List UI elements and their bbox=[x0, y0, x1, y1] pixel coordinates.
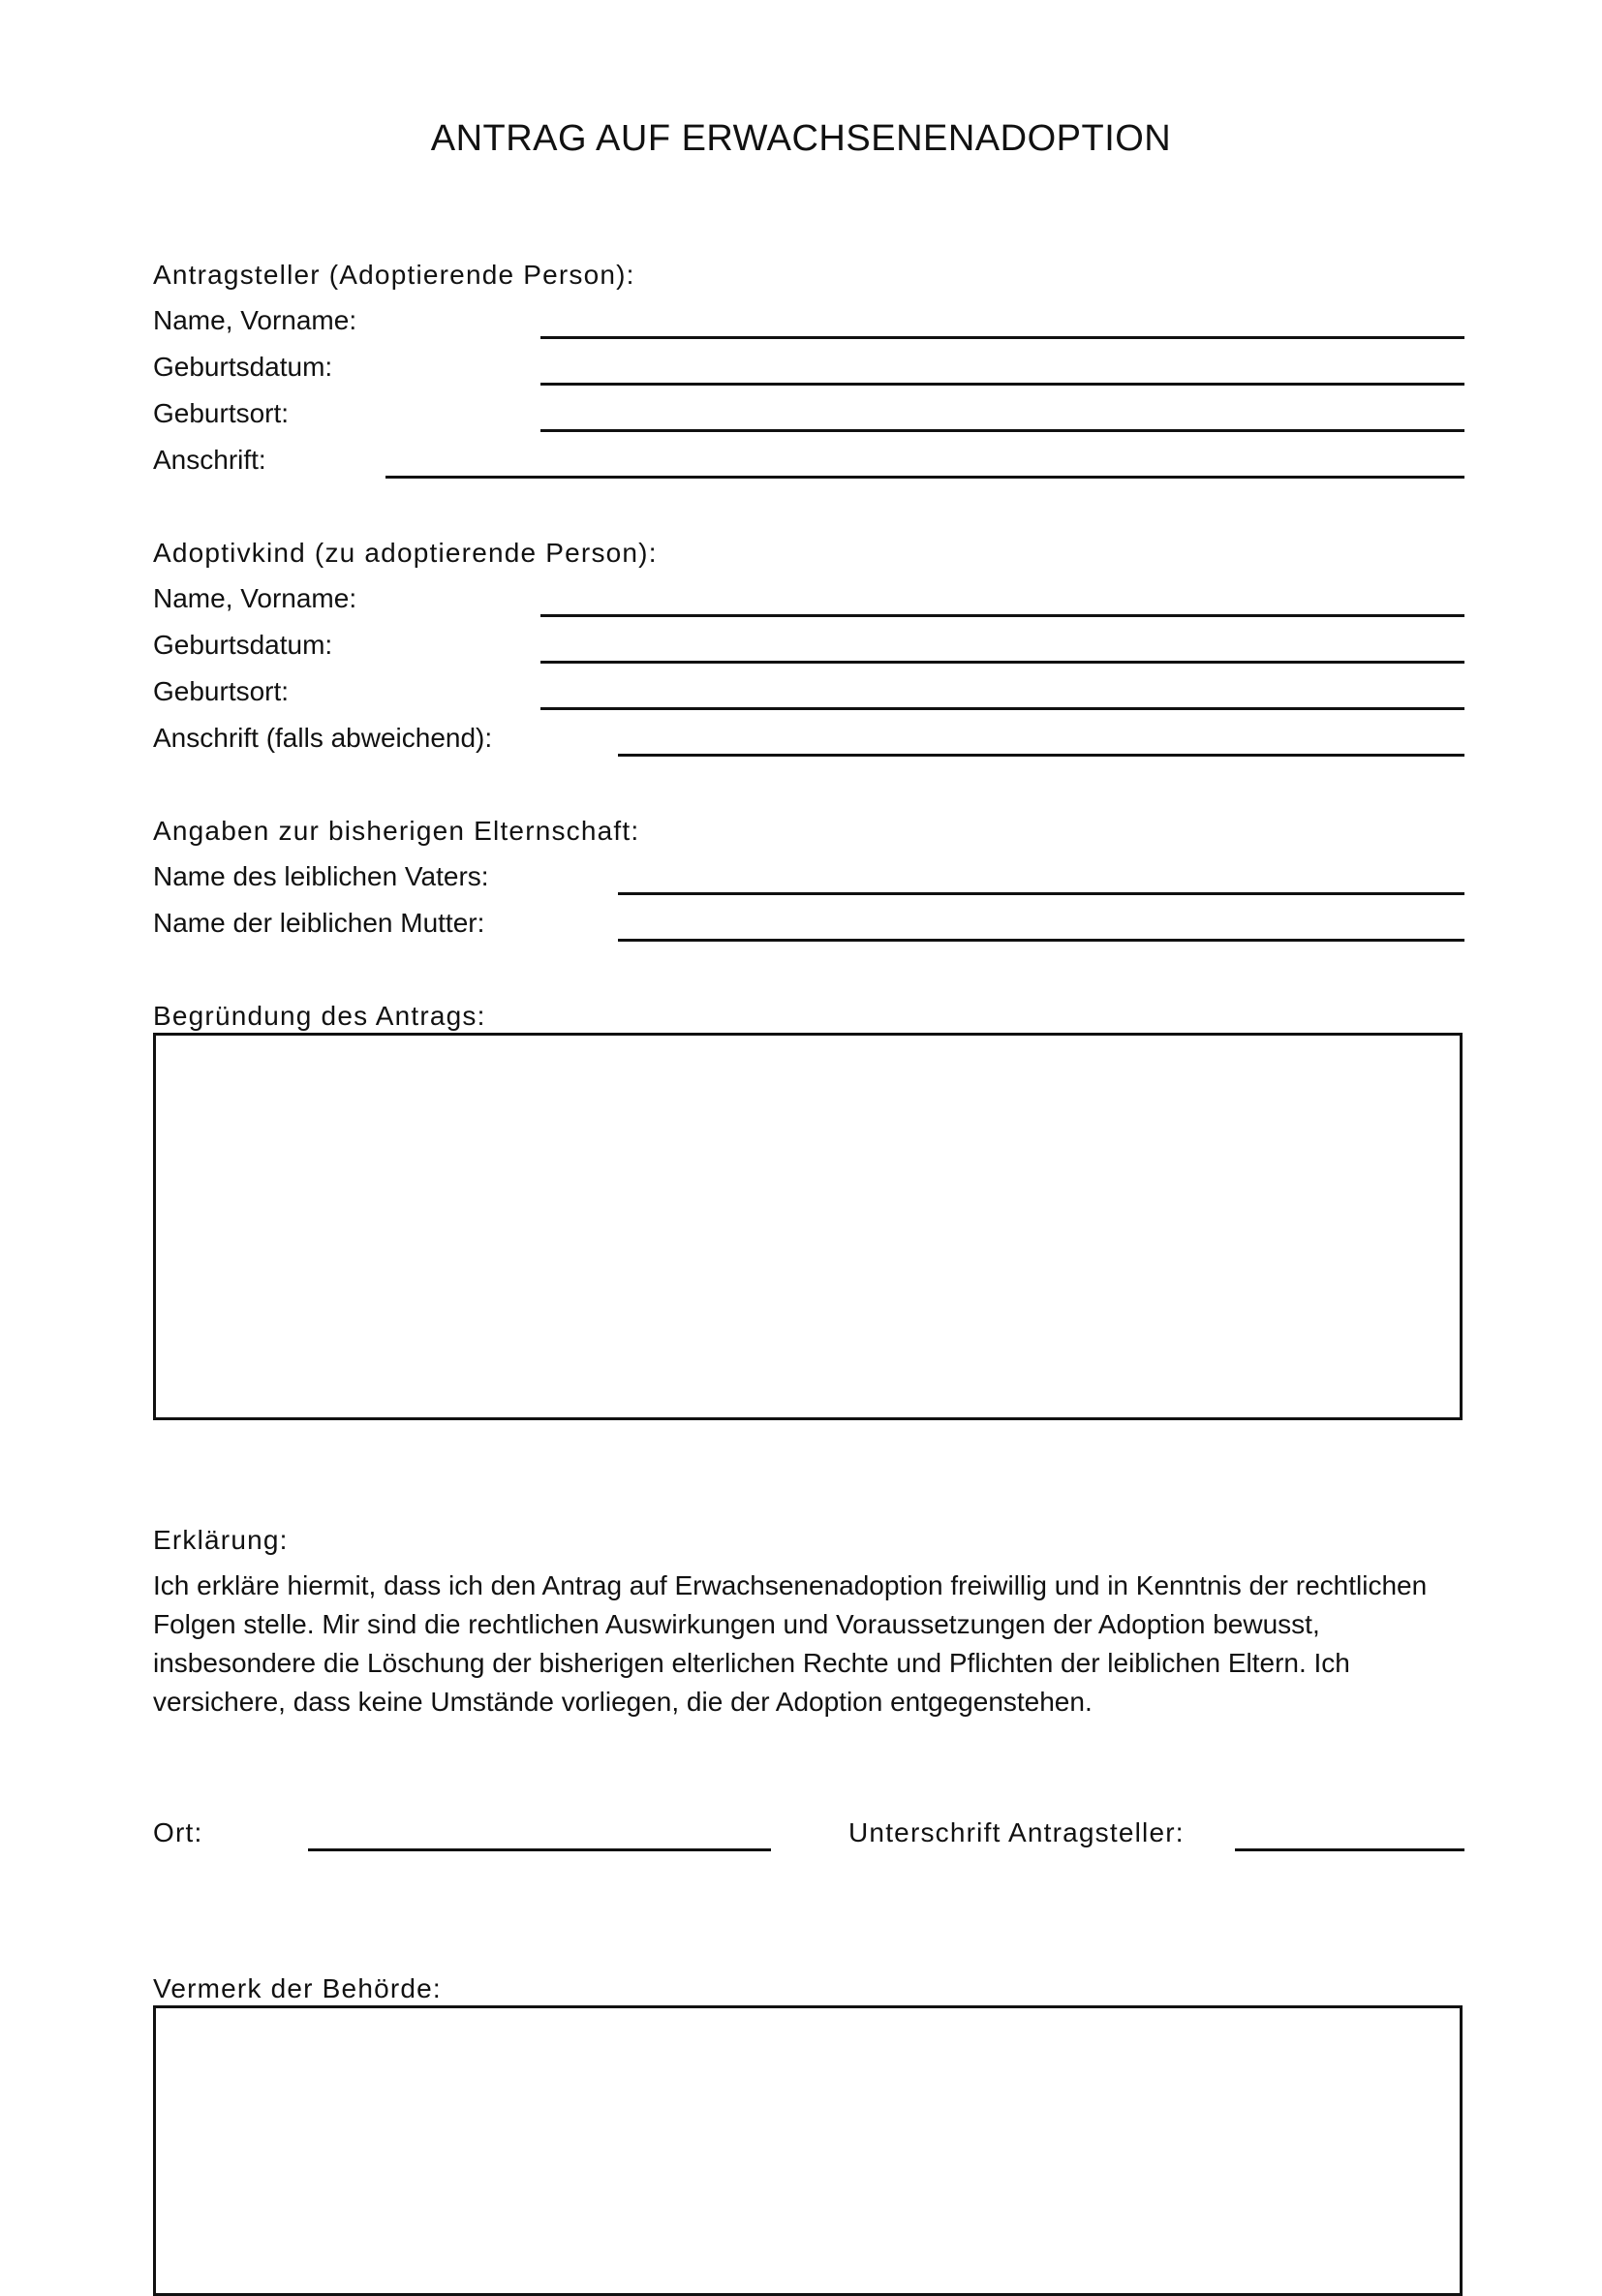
place-label: Ort: bbox=[153, 1817, 203, 1847]
adoptee-birthdate-label: Geburtsdatum: bbox=[153, 630, 333, 660]
adoptee-name-field[interactable] bbox=[540, 614, 1464, 617]
authority-note-box[interactable] bbox=[153, 2005, 1463, 2296]
mother-name-field[interactable] bbox=[618, 939, 1464, 942]
applicant-address-field[interactable] bbox=[385, 476, 1464, 479]
declaration-line-3: insbesondere die Löschung der bisherigen elterlichen Rechte und Pflichten der leiblichen Eltern. Ich bbox=[153, 1648, 1350, 1678]
adoptee-name-label: Name, Vorname: bbox=[153, 583, 357, 613]
father-name-label: Name des leiblichen Vaters: bbox=[153, 861, 489, 891]
adoptee-section-heading: Adoptivkind (zu adoptierende Person): bbox=[153, 538, 658, 568]
applicant-birthdate-label: Geburtsdatum: bbox=[153, 352, 333, 382]
form-title: ANTRAG AUF ERWACHSENENADOPTION bbox=[430, 118, 1172, 159]
declaration-line-4: versichere, dass keine Umstände vorliegen, die der Adoption entgegenstehen. bbox=[153, 1687, 1093, 1717]
applicant-birthdate-field[interactable] bbox=[540, 383, 1464, 386]
declaration-text bbox=[153, 1567, 1463, 1722]
adoptee-address-label: Anschrift (falls abweichend): bbox=[153, 723, 493, 753]
declaration-heading: Erklärung: bbox=[153, 1525, 289, 1555]
parents-section-heading: Angaben zur bisherigen Elternschaft: bbox=[153, 816, 640, 846]
father-name-field[interactable] bbox=[618, 892, 1464, 895]
place-field[interactable] bbox=[308, 1848, 771, 1851]
signature-label: Unterschrift Antragsteller: bbox=[848, 1817, 1185, 1847]
adoptee-birthplace-field[interactable] bbox=[540, 707, 1464, 710]
applicant-birthplace-field[interactable] bbox=[540, 429, 1464, 432]
reason-textbox[interactable] bbox=[153, 1033, 1463, 1420]
applicant-name-label: Name, Vorname: bbox=[153, 305, 357, 335]
declaration-line-1: Ich erkläre hiermit, dass ich den Antrag auf Erwachsenenadoption freiwillig und in Kenntnis der rechtlichen bbox=[153, 1570, 1428, 1600]
applicant-section-heading: Antragsteller (Adoptierende Person): bbox=[153, 260, 635, 290]
applicant-birthplace-label: Geburtsort: bbox=[153, 398, 290, 428]
applicant-name-field[interactable] bbox=[540, 336, 1464, 339]
adoptee-birthdate-field[interactable] bbox=[540, 661, 1464, 664]
declaration-line-2: Folgen stelle. Mir sind die rechtlichen Auswirkungen und Voraussetzungen der Adoption bewusst, bbox=[153, 1609, 1320, 1639]
adoptee-address-field[interactable] bbox=[618, 754, 1464, 757]
adoptee-birthplace-label: Geburtsort: bbox=[153, 676, 290, 706]
signature-field[interactable] bbox=[1235, 1848, 1464, 1851]
applicant-address-label: Anschrift: bbox=[153, 445, 266, 475]
reason-heading: Begründung des Antrags: bbox=[153, 1001, 486, 1031]
authority-heading: Vermerk der Behörde: bbox=[153, 1973, 442, 2003]
mother-name-label: Name der leiblichen Mutter: bbox=[153, 908, 485, 938]
